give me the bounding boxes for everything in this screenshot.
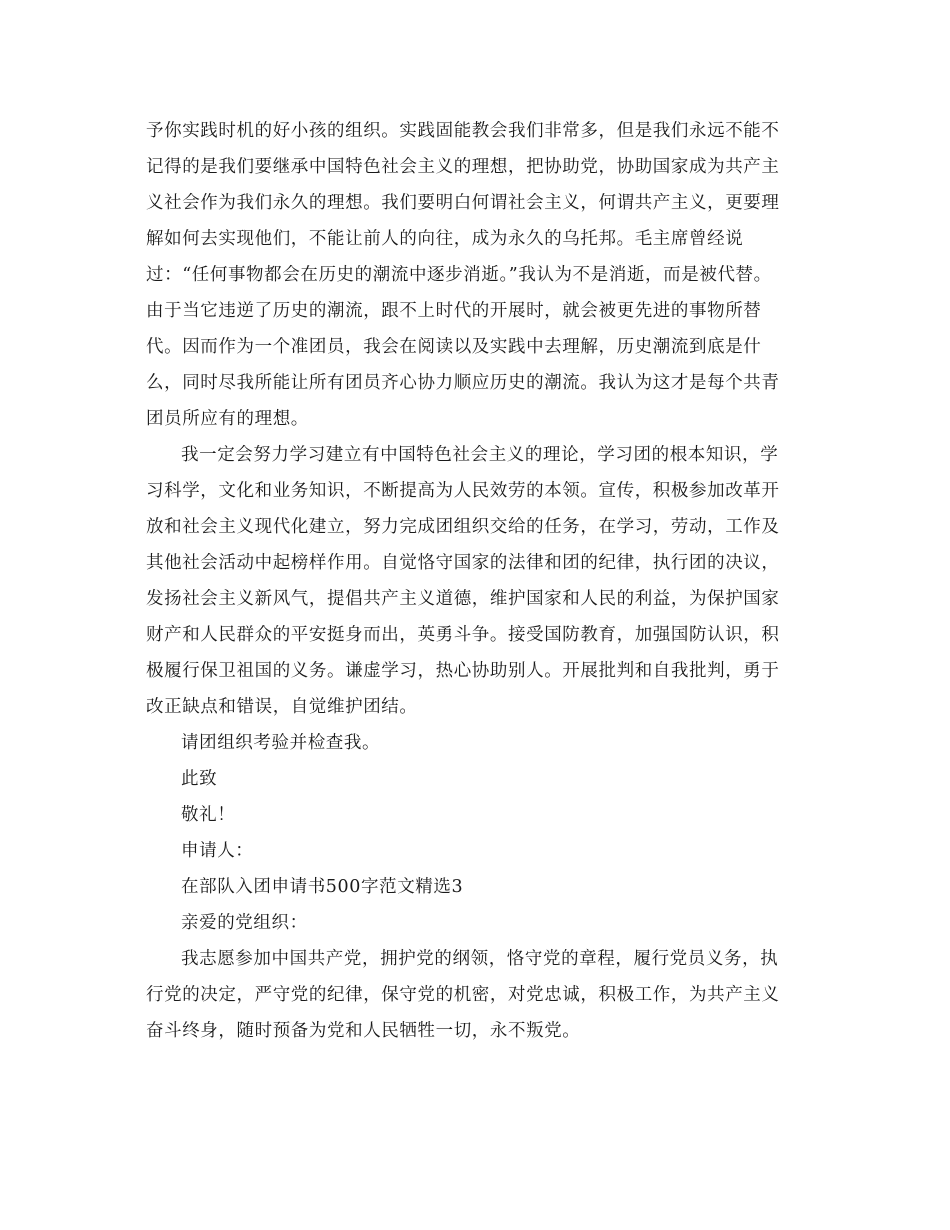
paragraph-line: 解如何去实现他们，不能让前人的向往，成为永久的乌托邦。毛主席曾经说 <box>146 229 744 249</box>
closing-line: 敬礼！ <box>181 805 236 825</box>
request-line: 请团组织考验并检查我。 <box>181 733 381 753</box>
paragraph-line: 予你实践时机的好小孩的组织。实践固能教会我们非常多，但是我们永远不能不 <box>146 121 780 141</box>
greeting-line: 亲爱的党组织： <box>181 913 308 933</box>
paragraph-line: 我志愿参加中国共产党，拥护党的纲领，恪守党的章程，履行党员义务，执 <box>181 949 779 969</box>
paragraph-line: 么，同时尽我所能让所有团员齐心协力顺应历史的潮流。我认为这才是每个共青 <box>146 373 780 393</box>
paragraph-line: 发扬社会主义新风气，提倡共产主义道德，维护国家和人民的利益，为保护国家 <box>146 589 780 609</box>
paragraph-line: 团员所应有的理想。 <box>146 409 309 429</box>
paragraph-line: 习科学，文化和业务知识，不断提高为人民效劳的本领。宣传，积极参加改革开 <box>146 481 780 501</box>
paragraph-line: 奋斗终身，随时预备为党和人民牺牲一切，永不叛党。 <box>146 1021 581 1041</box>
paragraph-line: 记得的是我们要继承中国特色社会主义的理想，把协助党，协助国家成为共产主 <box>146 157 780 177</box>
applicant-line: 申请人： <box>181 841 254 861</box>
paragraph-line: 由于当它违逆了历史的潮流，跟不上时代的开展时，就会被更先进的事物所替 <box>146 301 762 321</box>
paragraph-line: 过：“任何事物都会在历史的潮流中逐步消逝。”我认为不是消逝，而是被代替。 <box>146 265 772 285</box>
section-heading: 在部队入团申请书500字范文精选3 <box>181 877 464 897</box>
paragraph-line: 放和社会主义现代化建立，努力完成团组织交给的任务，在学习，劳动，工作及 <box>146 517 780 537</box>
paragraph-line: 极履行保卫祖国的义务。谦虚学习，热心协助别人。开展批判和自我批判，勇于 <box>146 661 780 681</box>
paragraph-line: 财产和人民群众的平安挺身而出，英勇斗争。接受国防教育，加强国防认识，积 <box>146 625 780 645</box>
salutation-line: 此致 <box>181 769 218 789</box>
paragraph-line: 我一定会努力学习建立有中国特色社会主义的理论，学习团的根本知识，学 <box>181 445 779 465</box>
paragraph-line: 义社会作为我们永久的理想。我们要明白何谓社会主义，何谓共产主义，更要理 <box>146 193 780 213</box>
paragraph-line: 改正缺点和错误，自觉维护团结。 <box>146 697 418 717</box>
paragraph-line: 行党的决定，严守党的纪律，保守党的机密，对党忠诚，积极工作，为共产主义 <box>146 985 780 1005</box>
paragraph-line: 代。因而作为一个准团员，我会在阅读以及实践中去理解，历史潮流到底是什 <box>146 337 762 357</box>
paragraph-line: 其他社会活动中起榜样作用。自觉恪守国家的法律和团的纪律，执行团的决议， <box>146 553 780 573</box>
